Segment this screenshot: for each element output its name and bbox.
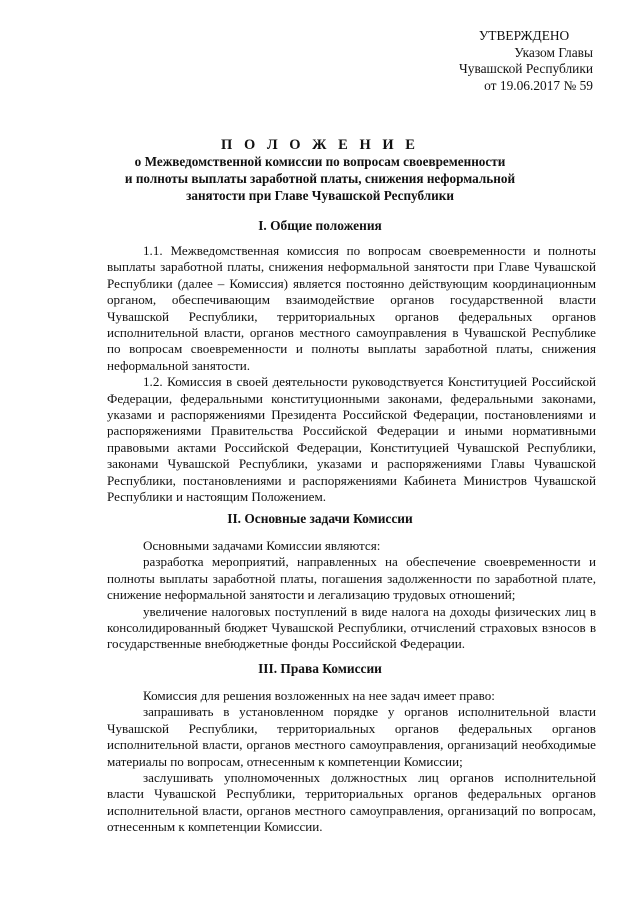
approval-region: Чувашской Республики xyxy=(459,61,593,76)
approval-heading: УТВЕРЖДЕНО xyxy=(478,28,570,43)
task-item-tax-revenue: увеличение налоговых поступлений в виде налога на доходы физических лиц в консолидированный бюджет Чувашской Республики, отчислений страховых взносов в государственные внебюджетные фонды Российской Федерации. xyxy=(107,603,596,652)
document-subtitle-line-3: занятости при Главе Чувашской Республики xyxy=(186,187,454,203)
section-heading-rights: III. Права Комиссии xyxy=(258,661,382,676)
approval-date-number: от 19.06.2017 № 59 xyxy=(484,77,593,93)
rights-intro: Комиссия для решения возложенных на нее задач имеет право: xyxy=(143,688,495,703)
task-item-development: разработка мероприятий, направленных на обеспечение своевременности и полноты выплаты заработной платы, погашения задолженности по заработной плате, снижение неформальной занятости и легализацию трудовых отношений; xyxy=(107,554,596,603)
document-title-block xyxy=(0,137,640,204)
section-heading-general: I. Общие положения xyxy=(258,218,382,233)
paragraph-1-2: 1.2. Комиссия в своей деятельности руководствуется Конституцией Российской Федерации, федеральными конституционными законами, федеральными законами, указами и распоряжениями Президента Российской Федерации, постановлениями и распоряжениями Правительства Российской Федерации и иными нормативными правовыми актами Российской Федерации, Конституцией Чувашской Республики, законами Чувашской Республики, указами и распоряжениями Главы Чувашской Республики, постановлениями и распоряжениями Кабинета Министров Чувашской Республики и настоящим Положением. xyxy=(107,374,596,505)
document-subtitle-line-1: о Межведомственной комиссии по вопросам своевременности xyxy=(134,154,506,169)
approval-stamp xyxy=(459,28,593,94)
section-body-rights xyxy=(107,688,596,836)
right-item-request: запрашивать в установленном порядке у органов исполнительной власти Чувашской Республики, территориальных органов федеральных органов исполнительной власти, органов местного самоуправления, организаций необходимые материалы по вопросам, отнесенным к компетенции Комиссии; xyxy=(107,704,596,769)
document-title: П О Л О Ж Е Н И Е xyxy=(221,137,419,153)
right-item-hear: заслушивать уполномоченных должностных лиц органов исполнительной власти Чувашской Республики, территориальных органов федеральных органов исполнительной власти, органов местного самоуправления, организаций по вопросам, отнесенным к компетенции Комиссии. xyxy=(107,770,596,835)
approval-authority: Указом Главы xyxy=(514,44,593,60)
section-heading-tasks: II. Основные задачи Комиссии xyxy=(227,511,413,526)
tasks-intro: Основными задачами Комиссии являются: xyxy=(143,538,381,553)
section-body-general xyxy=(107,243,596,506)
section-body-tasks xyxy=(107,538,596,653)
paragraph-1-1: 1.1. Межведомственная комиссия по вопросам своевременности и полноты выплаты заработной платы, снижения неформальной занятости при Главе Чувашской Республики (далее – Комиссия) является постоянно действующим координационным органом, обеспечивающим взаимодействие органов государственной власти Чувашской Республики, территориальных органов федеральных органов исполнительной власти, органов местного самоуправления в Чувашской Республике по вопросам своевременности и полноты выплаты заработной платы, снижения неформальной занятости. xyxy=(107,243,596,373)
document-subtitle-line-2: и полноты выплаты заработной платы, снижения неформальной xyxy=(124,170,516,186)
